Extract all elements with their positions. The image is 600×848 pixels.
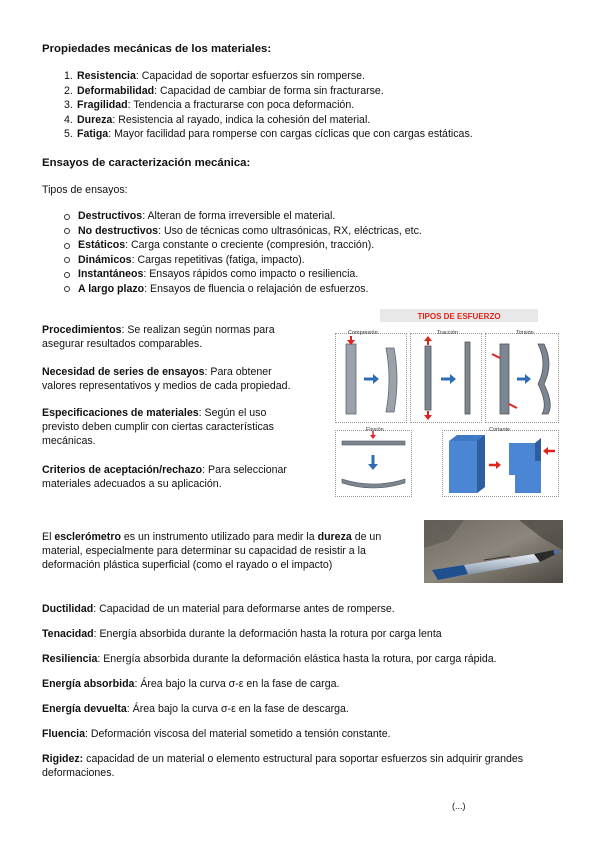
list-text: : Carga constante o creciente (compresión, tracción). (125, 239, 375, 251)
circle-bullet-icon (64, 214, 70, 220)
section-title-propiedades: Propiedades mecánicas de los materiales: (42, 43, 272, 55)
list-term: Destructivos (78, 210, 143, 222)
list-item (64, 253, 422, 268)
list-term: Instantáneos (78, 268, 144, 280)
paragraph-text: : Para obtener valores representativos y medios de cada propiedad. (42, 366, 291, 392)
circle-bullet-icon (64, 243, 70, 249)
paragraph-term: esclerómetro (54, 531, 121, 543)
definition-fluencia (42, 727, 391, 741)
definition-term: Fluencia (42, 728, 85, 740)
panel-compresion (335, 330, 407, 423)
list-item (64, 84, 473, 99)
section-title-ensayos: Ensayos de caracterización mecánica: (42, 157, 251, 169)
definition-term: Energía absorbida (42, 678, 135, 690)
list-term: Resistencia (77, 70, 136, 82)
list-text: : Resistencia al rayado, indica la cohesión del material. (112, 113, 371, 126)
paragraph-text: : Según el uso previsto deben cumplir con ciertas características mecánicas. (42, 407, 274, 447)
list-term: A largo plazo (78, 282, 145, 295)
paragraph-text: El (42, 531, 55, 543)
list-item (64, 209, 422, 224)
paragraph-criterios (42, 463, 307, 491)
list-term: Estáticos (78, 239, 126, 251)
definition-term: Energía devuelta (42, 703, 127, 715)
paragraph-series (42, 365, 307, 393)
paragraph-procedimientos (42, 323, 307, 351)
panel-label: Compresión (348, 330, 378, 336)
figure-banner-title: TIPOS DE ESFUERZO (417, 312, 501, 321)
paragraph-text: : Se realizan según normas para asegurar resultados comparables. (42, 324, 275, 350)
paragraph-term: Especificaciones de materiales (42, 407, 199, 419)
paragraph-esclerometro (42, 530, 402, 572)
list-item (64, 98, 473, 113)
tension-diagram (411, 334, 481, 422)
circle-bullet-icon (64, 228, 70, 234)
definition-text: : Deformación viscosa del material sometido a tensión constante. (84, 728, 391, 740)
list-term: Dinámicos (78, 253, 132, 266)
stress-types-figure (330, 309, 562, 499)
panel-traccion (410, 330, 482, 423)
list-text: : Tendencia a fracturarse con poca deformación. (127, 99, 355, 111)
definition-text: : Capacidad de un material para deformarse antes de romperse. (93, 603, 395, 615)
list-number: 5. (64, 128, 73, 140)
paragraph-text: de un material, especialmente para determinar su capacidad de resistir a la deformación plástica superficial (como el rayado o el impacto) (42, 531, 382, 571)
list-number: 2. (64, 84, 73, 97)
list-term: Dureza (77, 113, 113, 126)
definition-rigidez (42, 752, 542, 780)
list-text: : Alteran de forma irreversible el material. (142, 210, 336, 222)
list-text: : Capacidad de soportar esfuerzos sin romperse. (135, 70, 365, 82)
list-term: Fatiga (77, 128, 109, 140)
shear-diagram (443, 431, 558, 496)
definition-term: Resiliencia (42, 653, 98, 665)
panel-flexion (335, 427, 412, 497)
paragraph-term: Procedimientos (42, 324, 122, 336)
properties-list (64, 69, 473, 142)
panel-label: Tracción (437, 330, 458, 336)
list-item (64, 113, 473, 128)
ensayos-intro: Tipos de ensayos: (42, 184, 128, 196)
list-text: : Capacidad de cambiar de forma sin fracturarse. (154, 84, 384, 97)
paragraph-especificaciones (42, 406, 287, 448)
continuation-marker: (...) (452, 801, 466, 811)
panel-label: Flexión (366, 427, 384, 433)
definition-text: : Energía absorbida durante la deformación elástica hasta la rotura, por carga rápida. (97, 653, 497, 665)
panel-cortante (442, 427, 559, 497)
definition-text: capacidad de un material o elemento estructural para soportar esfuerzos sin adquirir grandes deformaciones. (42, 753, 524, 779)
figure-banner (380, 309, 538, 322)
list-number: 4. (64, 113, 73, 126)
panel-label: Torsión (516, 330, 534, 336)
list-item (64, 267, 422, 282)
list-text: : Mayor facilidad para romperse con cargas cíclicas que con cargas estáticas. (108, 128, 473, 140)
definition-ductilidad (42, 602, 395, 616)
definition-tenacidad (42, 627, 442, 641)
paragraph-text: : Para seleccionar materiales adecuados a su aplicación. (42, 464, 287, 490)
list-number: 1. (64, 70, 73, 82)
list-text: : Cargas repetitivas (fatiga, impacto). (131, 253, 305, 266)
list-term: Fragilidad (77, 99, 128, 111)
list-item (64, 238, 422, 253)
circle-bullet-icon (64, 257, 70, 263)
definition-term: Ductilidad (42, 603, 94, 615)
definition-energia-devuelta (42, 702, 349, 716)
panel-torsion (485, 330, 559, 423)
list-term: Deformabilidad (77, 84, 155, 97)
paragraph-term: Criterios de aceptación/rechazo (42, 464, 203, 476)
list-item (64, 69, 473, 84)
definition-text: : Área bajo la curva σ-ε en la fase de carga. (134, 678, 340, 690)
test-types-list (64, 209, 422, 296)
list-item (64, 282, 422, 297)
list-text: : Ensayos de fluencia o relajación de esfuerzos. (144, 282, 369, 295)
list-text: : Ensayos rápidos como impacto o resiliencia. (143, 268, 359, 280)
circle-bullet-icon (64, 286, 70, 292)
circle-bullet-icon (64, 272, 70, 278)
paragraph-term: dureza (317, 531, 352, 543)
definition-energia-absorbida (42, 677, 339, 691)
paragraph-text: es un instrumento utilizado para medir la (120, 531, 318, 543)
list-text: : Uso de técnicas como ultrasónicas, RX, eléctricas, etc. (158, 224, 422, 237)
paragraph-term: Necesidad de series de ensayos (42, 366, 205, 378)
compression-diagram (336, 334, 406, 422)
list-term: No destructivos (78, 224, 159, 237)
sclerometer-photo (424, 520, 563, 583)
torsion-diagram (486, 334, 558, 422)
list-item (64, 127, 473, 142)
bending-diagram (336, 431, 411, 496)
definition-resiliencia (42, 652, 497, 666)
definition-term: Rigidez: (42, 753, 84, 765)
list-item (64, 224, 422, 239)
panel-label: Cortante (489, 427, 511, 433)
definition-term: Tenacidad (42, 628, 94, 640)
list-number: 3. (64, 99, 73, 111)
definition-text: : Energía absorbida durante la deformación hasta la rotura por carga lenta (93, 628, 442, 640)
definition-text: : Área bajo la curva σ-ε en la fase de descarga. (126, 703, 349, 715)
